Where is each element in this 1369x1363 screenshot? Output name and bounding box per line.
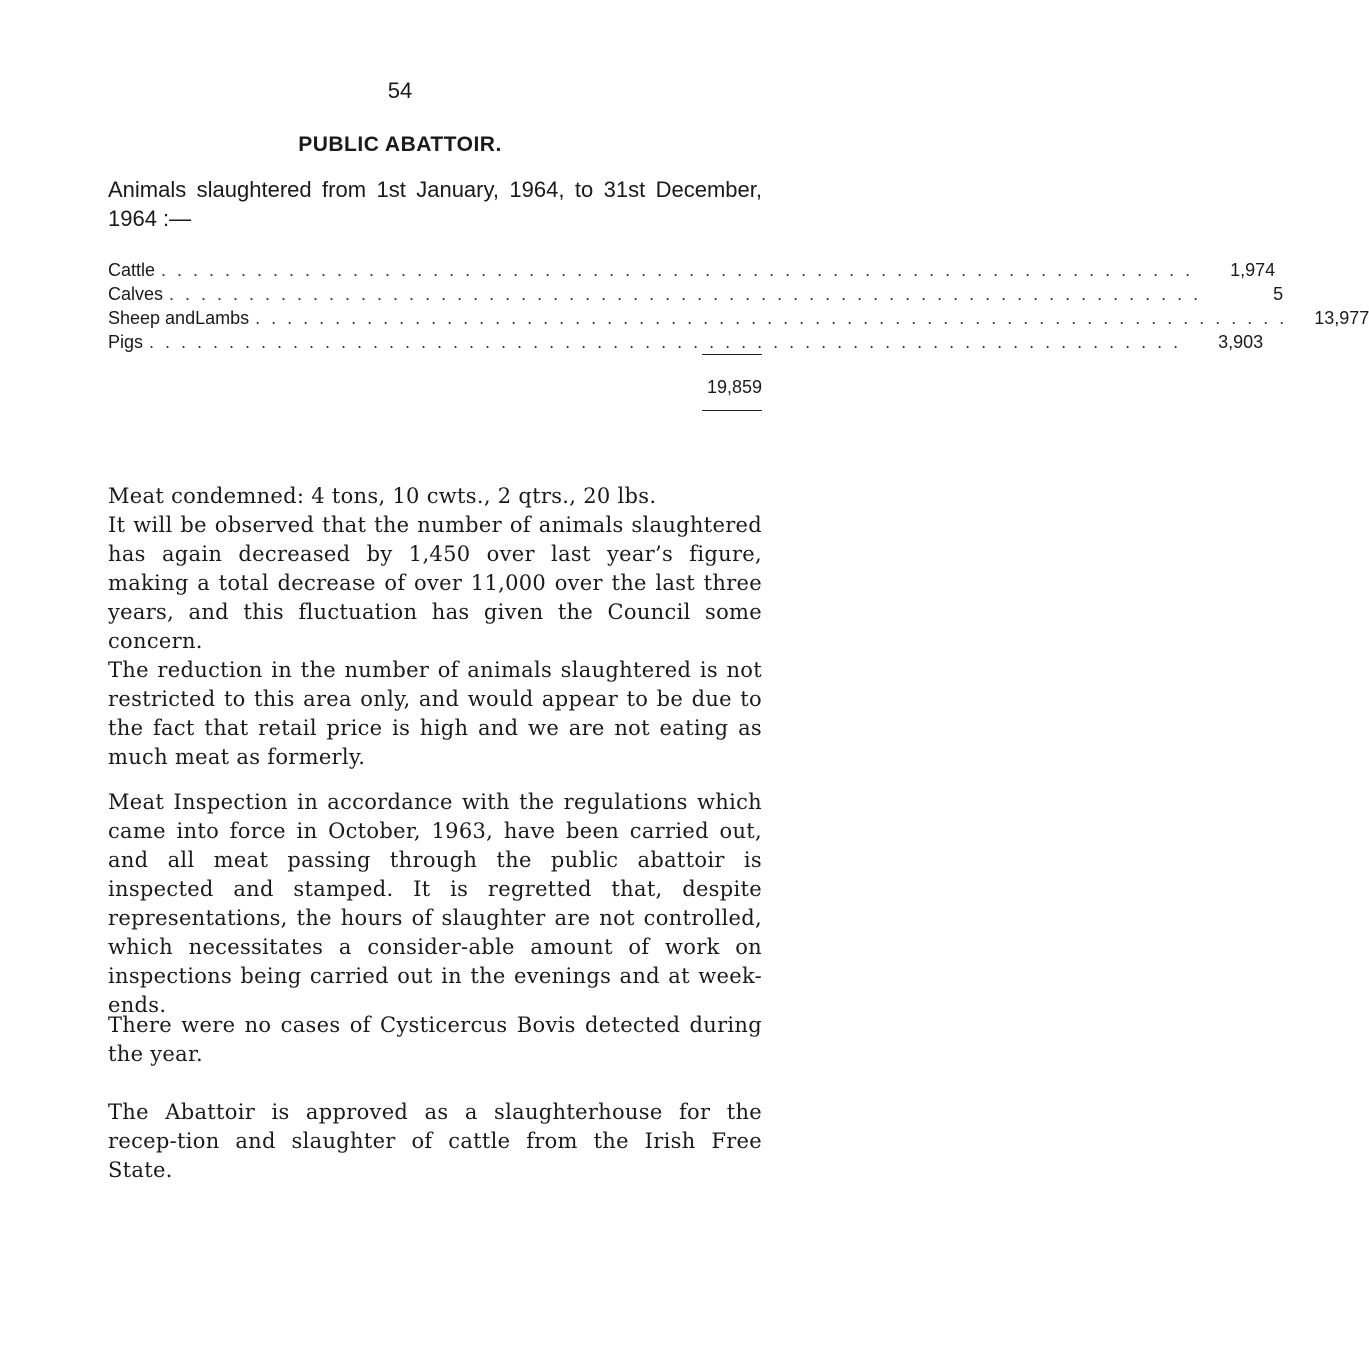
- total-rule-top: [702, 354, 762, 355]
- dot-leader: . . . . . . . . . . . . . . . . . . . . . . . . . . . . . . . . . . . . . . . . . . . . . . . . . . . . . . . . . . . . . . . . .: [169, 284, 1202, 304]
- row-value: 5: [1273, 284, 1284, 304]
- total-rule-bottom: [702, 410, 762, 411]
- table-row: [108, 258, 1276, 282]
- meat-condemned-line: Meat condemned: 4 tons, 10 cwts., 2 qtrs., 20 lbs.: [108, 484, 657, 508]
- paragraph-meat-inspection: [108, 788, 762, 1020]
- row-value: 1,974: [1230, 260, 1276, 280]
- total-value: 19,859: [706, 377, 762, 397]
- paragraph-meat-condemned: [108, 482, 762, 656]
- reduction-text: The reduction in the number of animals slaughtered is not restricted to this area only, and would appear to be due to the fact that retail price is high and we are not eating as much meat as formerly.: [108, 658, 762, 769]
- decrease-text: It will be observed that the number of animals slaughtered has again decreased by 1,450 over last year’s figure, making a total decrease of over 11,000 over the last three years, and this fluctuation has given the Council some concern.: [108, 513, 762, 653]
- table-row: [108, 330, 1264, 354]
- row-value: 13,977: [1314, 308, 1369, 328]
- row-label: Sheep andLambs: [108, 308, 250, 328]
- inspection-text: Meat Inspection in accordance with the regulations which came into force in October, 1963, have been carried out, and all meat passing through the public abattoir is inspected and stamped. It is regretted that, despite representations, the hours of slaughter are not controlled, which necessitates a consider-able amount of work on inspections being carried out in the evenings and at week-ends.: [108, 790, 762, 1017]
- row-value: 3,903: [1218, 332, 1264, 352]
- table-row: [108, 306, 1369, 330]
- cysticercus-text: There were no cases of Cysticercus Bovis detected during the year.: [108, 1013, 762, 1066]
- paragraph-reduction: [108, 656, 762, 772]
- paragraph-cysticercus: [108, 1011, 762, 1069]
- paragraph-approval: [108, 1098, 762, 1185]
- slaughter-table: [108, 258, 1369, 354]
- total-block: [680, 354, 762, 411]
- row-label: Pigs: [108, 332, 144, 352]
- intro-text: Animals slaughtered from 1st January, 1964, to 31st December, 1964 :—: [108, 177, 762, 231]
- approval-text: The Abattoir is approved as a slaughterhouse for the recep-tion and slaughter of cattle from the Irish Free State.: [108, 1100, 762, 1182]
- page-title: PUBLIC ABATTOIR.: [298, 133, 502, 156]
- page-number: 54: [387, 78, 413, 103]
- dot-leader: . . . . . . . . . . . . . . . . . . . . . . . . . . . . . . . . . . . . . . . . . . . . . . . . . . . . . . . . . . . . . . . . .: [161, 260, 1194, 280]
- dot-leader: . . . . . . . . . . . . . . . . . . . . . . . . . . . . . . . . . . . . . . . . . . . . . . . . . . . . . . . . . . . . . . . . .: [149, 332, 1182, 352]
- row-label: Cattle: [108, 260, 156, 280]
- row-label: Calves: [108, 284, 164, 304]
- dot-leader: . . . . . . . . . . . . . . . . . . . . . . . . . . . . . . . . . . . . . . . . . . . . . . . . . . . . . . . . . . . . . . . . .: [255, 308, 1288, 328]
- table-row: [108, 282, 1284, 306]
